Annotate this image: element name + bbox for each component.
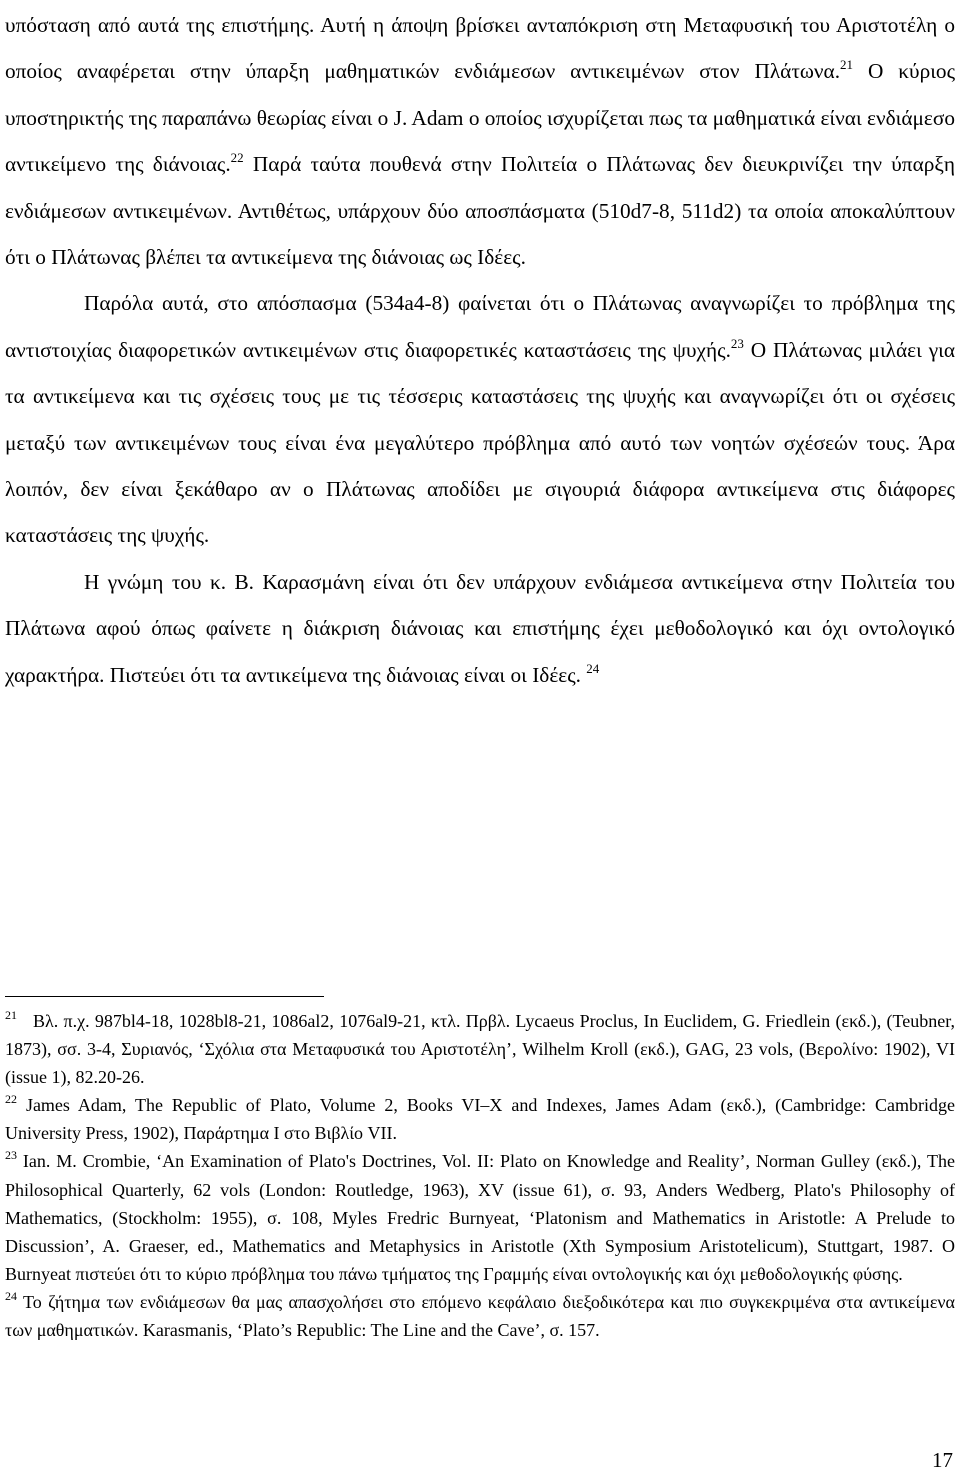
footnotes <box>5 1007 955 1344</box>
paragraph-1-segment-1: υπόσταση από αυτά της επιστήμης. Αυτή η άποψη βρίσκει ανταπόκριση στη Μεταφυσική του Αριστοτέλη ο οποίος αναφέρεται στην ύπαρξη μαθηματικών ενδιάμεσων αντικειμένων στον Πλάτωνα. <box>5 13 955 84</box>
paragraph-2-segment-2: Ο Πλάτωνας μιλάει για τα αντικείμενα και τις σχέσεις τους με τις τέσσερις καταστάσεις της ψυχής και αναγνωρίζει ότι οι σχέσεις μεταξύ των αντικειμένων τους είναι ένα μεγαλύτερο πρόβλημα από αυτό των νοητών σχέσεών τους. Άρα λοιπόν, δεν είναι ξεκάθαρο αν ο Πλάτωνας αποδίδει με σιγουριά διάφορα αντικείμενα στις διάφορες καταστάσεις της ψυχής. <box>5 337 955 548</box>
paragraph-1-segment-2: Ο κύριος υποστηρικτής της παραπάνω θεωρίας είναι ο J. Adam ο οποίος ισχυρίζεται πως τα μαθηματικά είναι ενδιάμεσο αντικείμενο της διάνοιας. <box>5 59 956 177</box>
footnote-number: 22 <box>5 1092 17 1107</box>
footnote-number: 23 <box>5 1148 17 1163</box>
footnote-text: James Adam, The Republic of Plato, Volume 2, Books VI–X and Indexes, James Adam (εκδ.), (Cambridge: Cambridge University Press, 1902), Παράρτημα I στο Βιβλίο VII. <box>5 1095 956 1144</box>
paragraph-1-segment-3: Παρά ταύτα πουθενά στην Πολιτεία ο Πλάτωνας δεν διευκρινίζει την ύπαρξη ενδιάμεσων αντικειμένων. Αντιθέτως, υπάρχουν δύο αποσπάσματα (510d7-8, 511d2) τα οποία αποκαλύπτουν ότι ο Πλάτωνας βλέπει τα αντικείμενα της διάνοιας ως Ιδέες. <box>5 152 955 270</box>
footnote-24 <box>5 1288 955 1344</box>
footnote-ref-24[interactable]: 24 <box>586 660 600 676</box>
footnote-22 <box>5 1091 955 1147</box>
footnote-ref-22[interactable]: 22 <box>230 150 244 166</box>
paragraph-2 <box>5 280 955 558</box>
paragraph-2-segment-1: Παρόλα αυτά, στο απόσπασμα (534a4-8) φαίνεται ότι ο Πλάτωνας αναγνωρίζει το πρόβλημα της αντιστοιχίας διαφορετικών αντικειμένων στις διαφορετικές καταστάσεις της ψυχής. <box>5 291 955 362</box>
footnote-21: $^{21}$ Βλ. π.χ. 987bl4-18, 1028bl8-21, 1086al2, 1076al9-21, κτλ. Πρβλ. Lycaeus Proclus, In Euclidem, G. Friedlein (εκδ.), (Teubner, 1873), σσ. 3-4, Συριανός, ‘Σχόλια στα Μεταφυσικά του Αριστοτέλη’, Wilhelm Kroll (εκδ.), GAG, 23 vols, (Βερολίνο: 1902), VI (issue 1), 82.20-26. <box>5 1008 955 1088</box>
document-page <box>5 0 955 1478</box>
footnote-number: 24 <box>5 1288 17 1303</box>
footnote-ref-23[interactable]: 23 <box>730 335 744 351</box>
paragraph-3 <box>5 559 955 698</box>
footnote-separator <box>5 996 324 997</box>
main-text <box>5 2 955 698</box>
footnote-text: Βλ. π.χ. 987bl4-18, 1028bl8-21, 1086al2, 1076al9-21, κτλ. Πρβλ. Lycaeus Proclus, In Euclidem, G. Friedlein (εκδ.), (Teubner, 1873), σσ. 3-4, Συριανός, ‘Σχόλια στα Μεταφυσικά του Αριστοτέλη’, Wilhelm Kroll (εκδ.), GAG, 23 vols, (Βερολίνο: 1902), VI (issue 1), 82.20-26. <box>5 1011 955 1088</box>
footnote-text: Ian. M. Crombie, ‘An Examination of Plato's Doctrines, Vol. II: Plato on Knowledge and Reality’, Norman Gulley (εκδ.), The Philosophical Quarterly, 62 vols (London: Routledge, 1963), XV (issue 61), σ. 93, Anders Wedberg, Plato's Philosophy of Mathematics, (Stockholm: 1955), σ. 108, Myles Fredric Burnyeat, ‘Platonism and Mathematics in Aristotle: A Prelude to Discussion’, A. Graeser, ed., Mathematics and Metaphysics in Aristotle (Xth Symposium Aristotelicum), Stuttgart, 1987. Ο Burnyeat πιστεύει ότι το κύριο πρόβλημα του πάνω τμήματος της Γραμμής είναι οντολογικής και όχι μεθοδολογικής φύσης. <box>5 1151 955 1284</box>
footnote-ref-21[interactable]: 21 <box>840 57 854 73</box>
paragraph-1 <box>5 2 955 280</box>
paragraph-3-segment-1: Η γνώμη του κ. Β. Καρασμάνη είναι ότι δεν υπάρχουν ενδιάμεσα αντικείμενα στην Πολιτεία του Πλάτωνα αφού όπως φαίνετε η διάκριση διάνοιας και επιστήμης έχει μεθοδολογικό και όχι οντολογικό χαρακτήρα. Πιστεύει ότι τα αντικείμενα της διάνοιας είναι οι Ιδέες. <box>5 569 955 687</box>
footnote-text: Το ζήτημα των ενδιάμεσων θα μας απασχολήσει στο επόμενο κεφάλαιο διεξοδικότερα και πιο συγκεκριμένα στα αντικείμενα των μαθηματικών. Karasmanis, ‘Plato’s Republic: The Line and the Cave’, σ. 157. <box>5 1291 955 1341</box>
page-number: 17 <box>932 1448 953 1472</box>
footnote-23 <box>5 1147 955 1287</box>
